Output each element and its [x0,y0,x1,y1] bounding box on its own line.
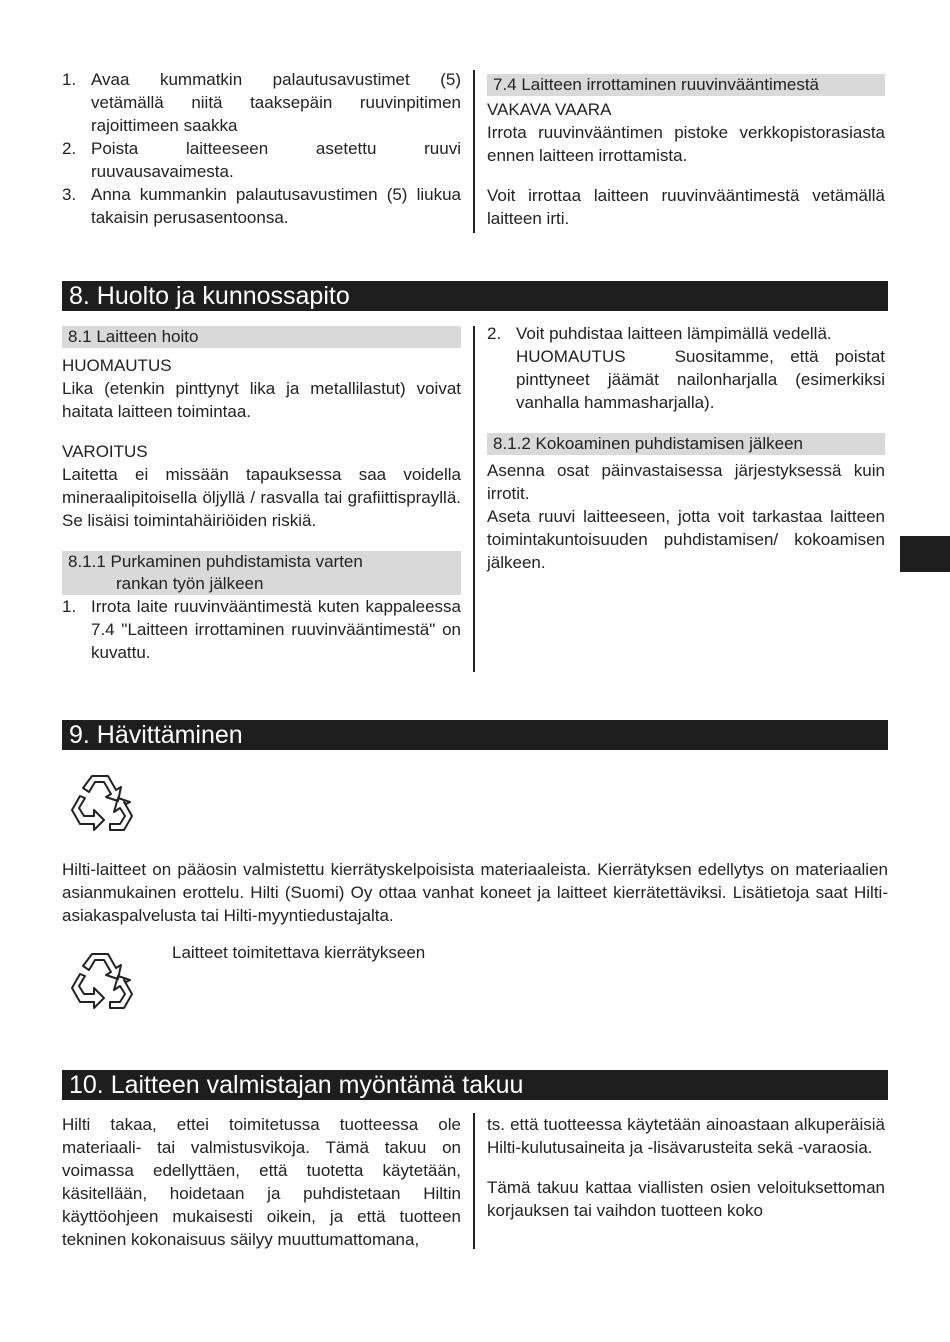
warning-text: Irrota ruuvinvääntimen pistoke verkkopistorasiasta ennen laitteen irrottamista. [487,123,885,165]
page-edge-tab [900,536,950,572]
top-right-column [487,74,885,230]
warning-text: Laitetta ei missään tapauksessa saa voidella mineraalipitoisella öljyllä / rasvalla tai grafiittisprayllä. Se lisäisi toimintahäiriöiden riskiä. [62,465,461,530]
column-divider [473,326,475,672]
notice-text: Lika (etenkin pinttynyt lika ja metallilastut) voivat haitata laitteen toimintaa. [62,379,461,421]
notice-label: HUOMAUTUS [62,356,172,375]
subsection-heading-8-1-1: 8.1.1 Purkaminen puhdistamista varten rankan työn jälkeen [62,551,461,595]
paragraph: Asenna osat päinvastaisessa järjestyksessä kuin irrotit. [487,461,885,503]
list-item: 1. Irrota laite ruuvinvääntimestä kuten kappaleessa 7.4 "Laitteen irrottaminen ruuvinvääntimestä" on kuvattu. [62,597,461,662]
warranty-paragraph: ts. että tuotteessa käytetään ainoastaan alkuperäisiä Hilti-kulutusaineita ja -lisävarusteita sekä -varaosia. [487,1115,885,1157]
paragraph: Aseta ruuvi laitteeseen, jotta voit tarkastaa laitteen toimintakuntoisuuden puhdistamisen/ kokoamisen jälkeen. [487,507,885,572]
column-divider [473,1113,475,1249]
recycle-icon [64,946,140,1016]
subsection-heading-8-1-2: 8.1.2 Kokoaminen puhdistamisen jälkeen [487,433,885,455]
s10-left-column [62,1113,461,1251]
column-divider [473,70,475,233]
section-heading-10: 10. Laitteen valmistajan myöntämä takuu [62,1070,888,1100]
warning-label: VAKAVA VAARA [487,100,612,119]
section-heading-8: 8. Huolto ja kunnossapito [62,281,888,311]
disassembly-steps-list [62,595,461,664]
warning-label: VAROITUS [62,442,148,461]
reset-steps-list [62,68,461,229]
recycle-caption: Laitteet toimitettava kierrätykseen [172,943,426,962]
subsection-heading-8-1: 8.1 Laitteen hoito [62,326,461,348]
list-item: 3. Anna kummankin palautusavustimen (5) liukua takaisin perusasentoonsa. [62,185,461,227]
subsection-heading-7-4: 7.4 Laitteen irrottaminen ruuvinvääntimestä [487,74,885,96]
top-left-column [62,68,461,229]
cleaning-steps-list [487,322,885,414]
warranty-paragraph: Hilti takaa, ettei toimitetussa tuotteessa ole materiaali- tai valmistusvikoja. Tämä takuu on voimassa edellyttäen, että tuotetta käytetään, käsitellään, hoidetaan ja puhdistetaan Hiltin käyttöohjeen mukaisesti oikein, ja että tuotteen tekninen kokonaisuus säilyy muuttumattomana, [62,1115,461,1249]
list-item: 2. Poista laitteeseen asetettu ruuvi ruuvausavaimesta. [62,139,461,181]
list-item: 2. Voit puhdistaa laitteen lämpimällä vedellä. HUOMAUTUS Suositamme, että poistat pinttyneet jäämät nailonharjalla (esimerkiksi vanhalla hammasharjalla). [487,324,886,412]
s8-right-column [487,322,885,574]
paragraph: Voit irrottaa laitteen ruuvinvääntimestä vetämällä laitteen irti. [487,186,885,228]
s8-left-column [62,326,461,664]
section-heading-9: 9. Hävittäminen [62,720,888,750]
disposal-paragraph: Hilti-laitteet on pääosin valmistettu kierrätyskelpoisista materiaaleista. Kierrätyksen edellytys on materiaalien asianmukainen erottelu. Hilti (Suomi) Oy ottaa vanhat koneet ja laitteet kierrätettäviksi. Lisätietoja saat Hilti-asiakaspalvelusta tai Hilti-myyntiedustajalta. [62,860,888,925]
recycle-icon [64,768,140,838]
warranty-paragraph: Tämä takuu kattaa viallisten osien veloituksettoman korjauksen tai vaihdon tuotteen koko [487,1178,885,1220]
notice-label: HUOMAUTUS [516,347,626,366]
notice-text: Suositamme, että poistat pinttyneet jäämät nailonharjalla (esimerkiksi vanhalla hammasharjalla). [516,347,886,412]
list-item: 1. Avaa kummatkin palautusavustimet (5) vetämällä niitä taaksepäin ruuvinpitimen rajoittimeen saakka [62,70,461,135]
s10-right-column [487,1113,885,1222]
